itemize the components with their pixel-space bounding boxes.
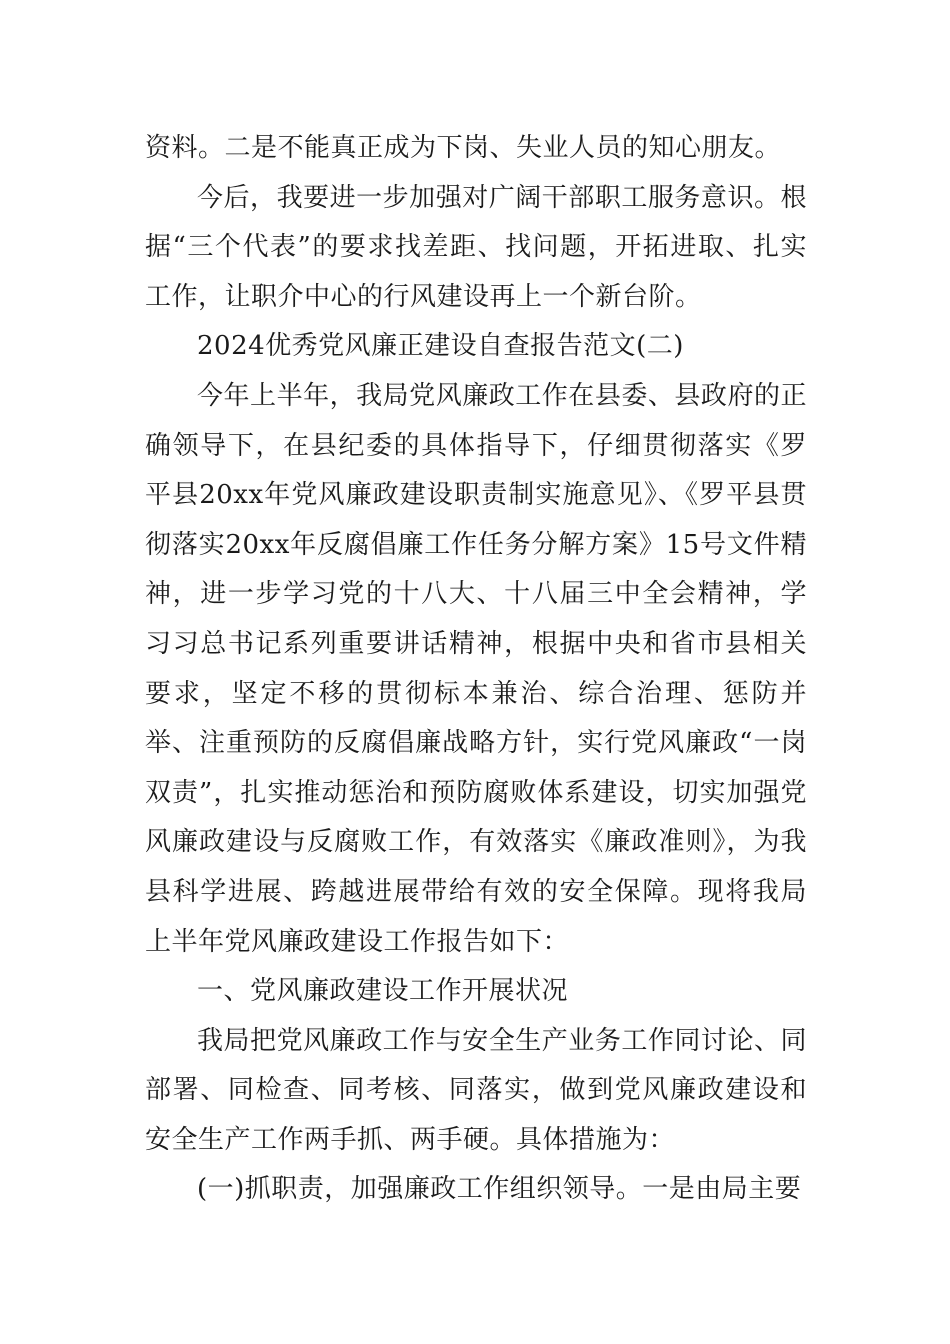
paragraph-continuation: 资料。二是不能真正成为下岗、失业人员的知心朋友。: [145, 133, 782, 163]
paragraph-subsection-one: (一)抓职责，加强廉政工作组织领导。一是由局主要: [197, 1174, 802, 1205]
paragraph-measures: 我局把党风廉政工作与安全生产业务工作同讨论、同部署、同检查、同考核、同落实，做到党风廉政建设和安全生产工作两手抓、两手硬。具体措施为：: [145, 1025, 807, 1155]
section-heading-one: 一、党风廉政建设工作开展状况: [197, 976, 569, 1007]
section-title: 2024优秀党风廉正建设自查报告范文(二): [197, 331, 684, 362]
paragraph-future-plan: 今后，我要进一步加强对广阔干部职工服务意识。根据“三个代表”的要求找差距、找问题，开拓进取、扎实工作，让职介中心的行风建设再上一个新台阶。: [145, 182, 807, 312]
document-body: [145, 124, 807, 1215]
paragraph-intro: 今年上半年，我局党风廉政工作在县委、县政府的正确领导下，在县纪委的具体指导下，仔细贯彻落实《罗平县20xx年党风廉政建设职责制实施意见》、《罗平县贯彻落实20xx年反腐倡廉工作任务分解方案》15号文件精神，进一步学习党的十八大、十八届三中全会精神，学习习总书记系列重要讲话精神，根据中央和省市县相关要求，坚定不移的贯彻标本兼治、综合治理、惩防并举、注重预防的反腐倡廉战略方针，实行党风廉政“一岗双责”，扎实推动惩治和预防腐败体系建设，切实加强党风廉政建设与反腐败工作，有效落实《廉政准则》，为我县科学进展、跨越进展带给有效的安全保障。现将我局上半年党风廉政建设工作报告如下：: [145, 380, 807, 957]
